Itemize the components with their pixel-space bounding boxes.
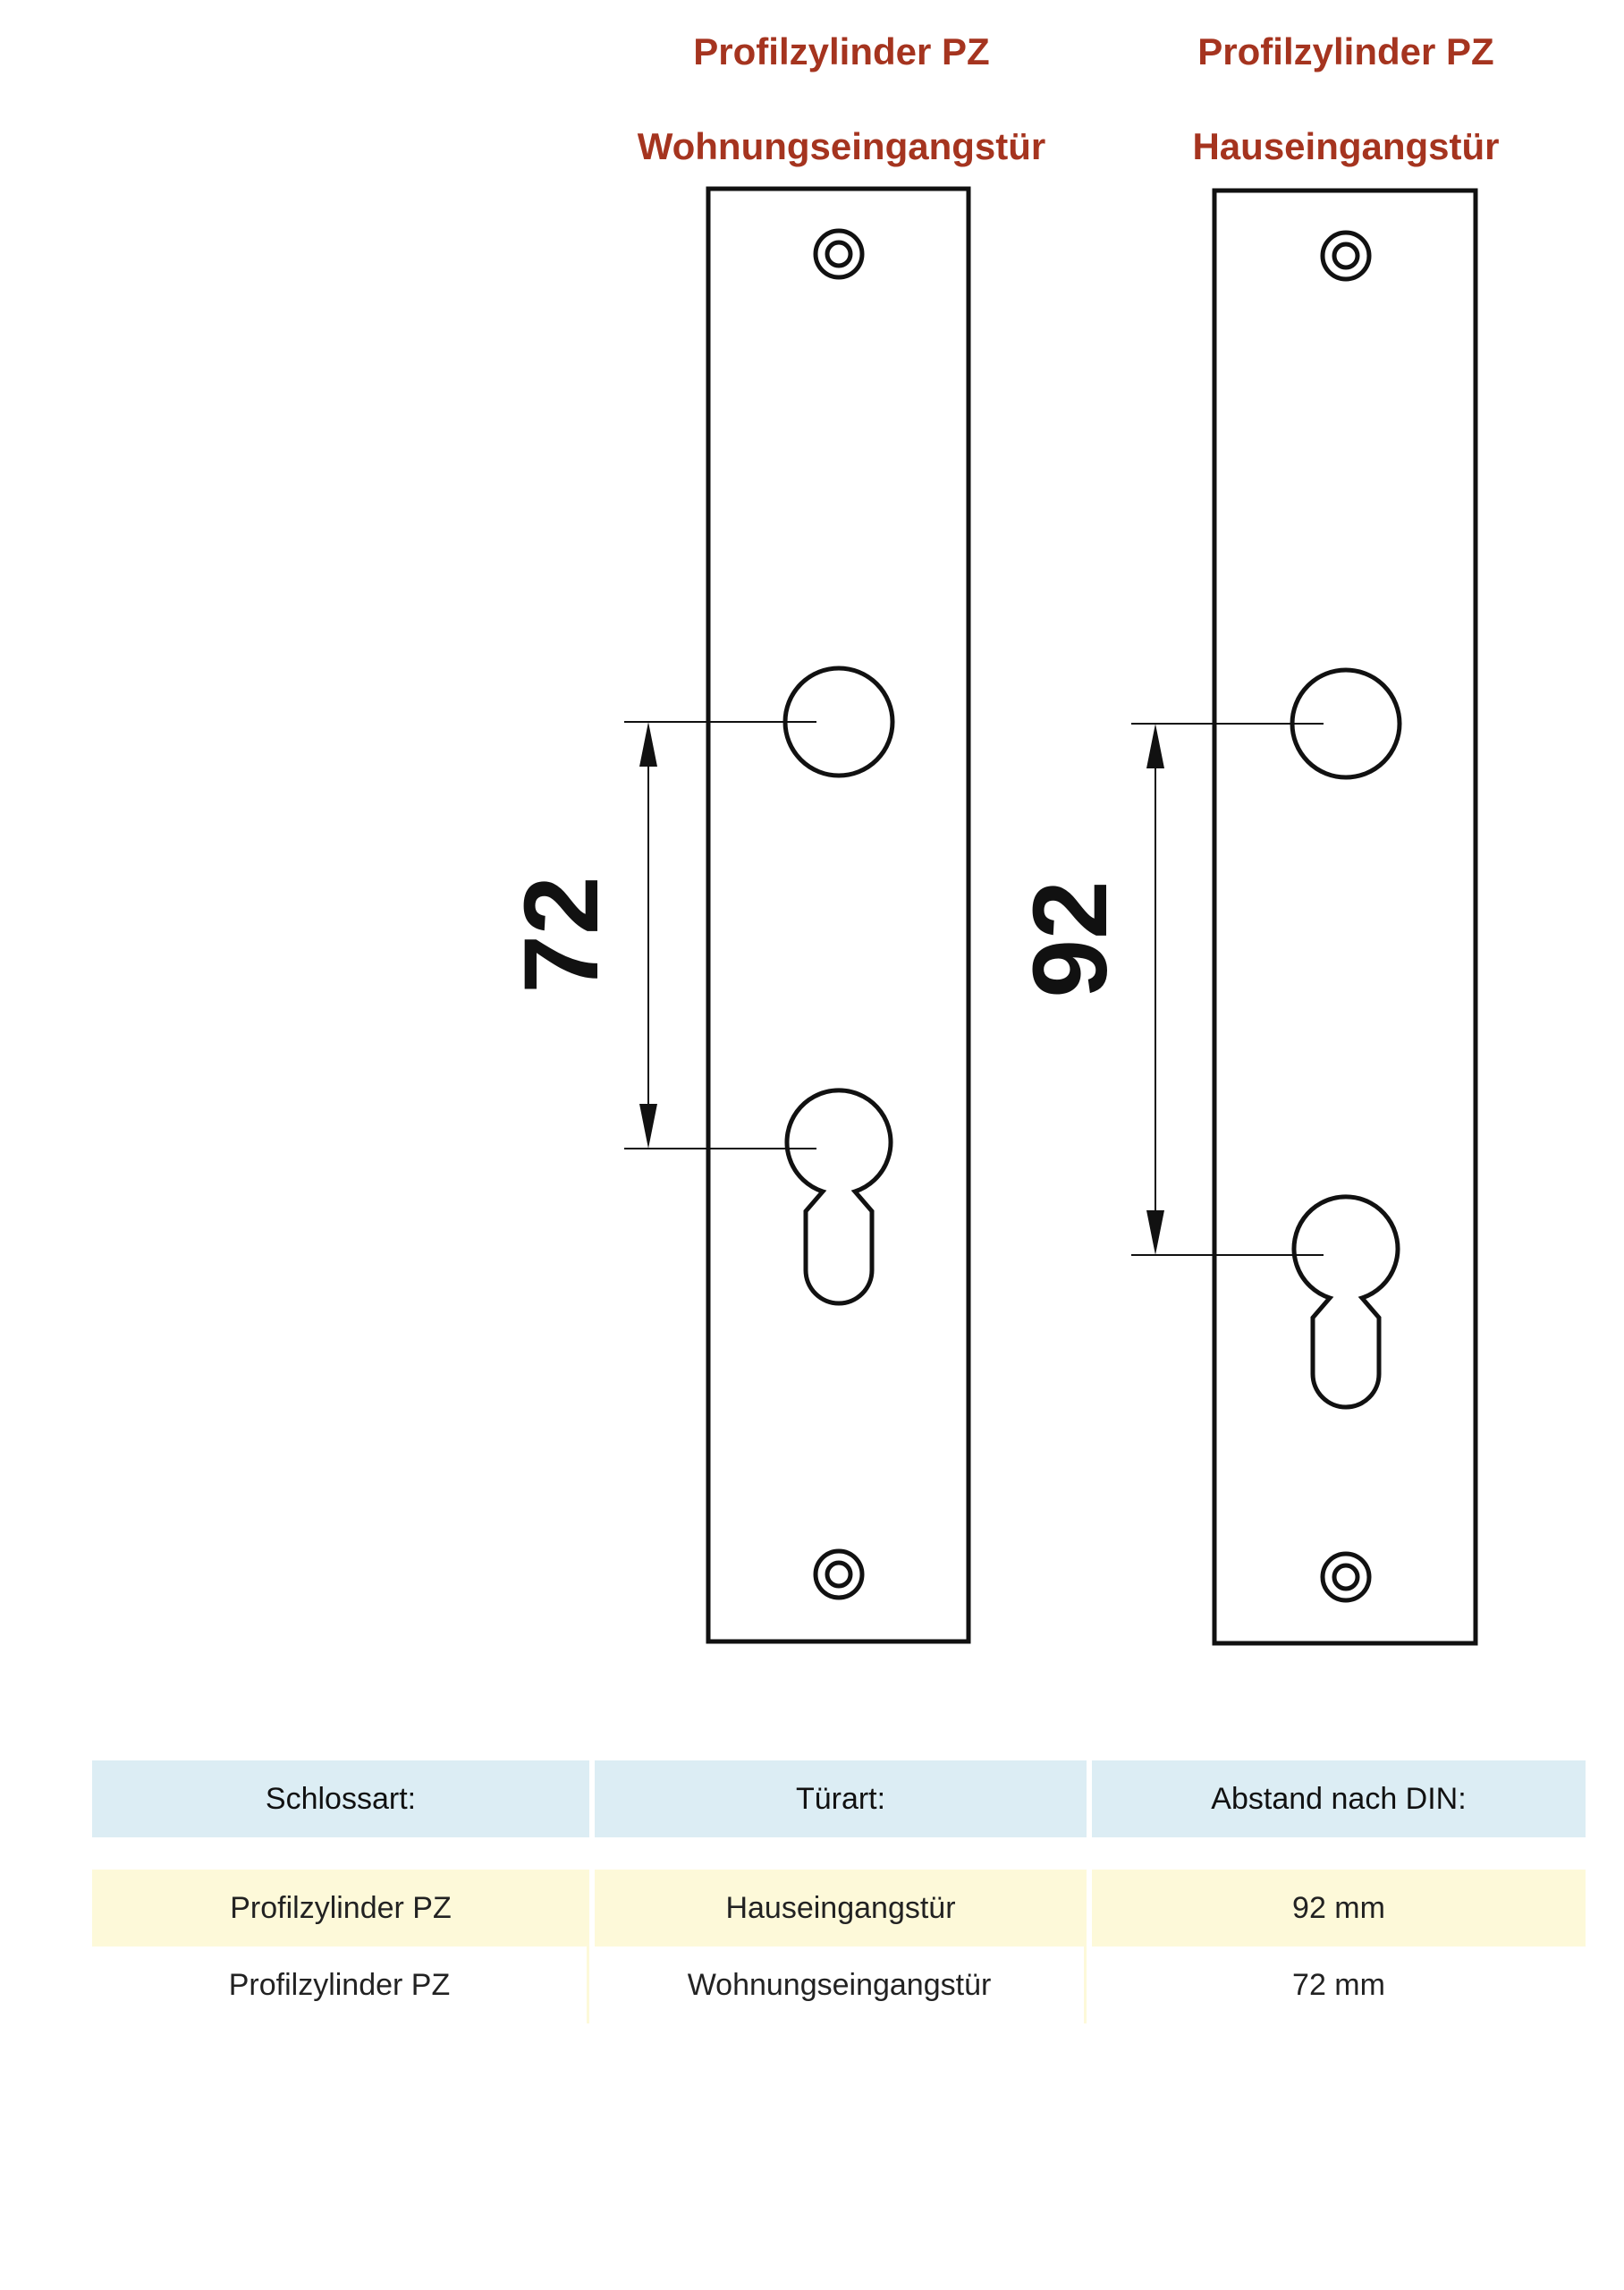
arrow-down-icon xyxy=(639,1104,657,1149)
door-plate-left xyxy=(708,189,968,1641)
arrow-up-icon xyxy=(639,722,657,767)
door-plate-right xyxy=(1214,191,1476,1643)
column-header-abstand: Abstand nach DIN: xyxy=(1092,1760,1586,1837)
plate-title-line1-right: Profilzylinder PZ xyxy=(1197,30,1494,72)
table-cell: Hauseingangstür xyxy=(595,1870,1087,1946)
spec-table xyxy=(92,1760,1586,2023)
plate-title-line2-left: Wohnungseingangstür xyxy=(637,125,1046,167)
table-row xyxy=(92,1946,1586,2023)
plate-group-hauseingangstuer xyxy=(1011,30,1500,1643)
table-cell: 92 mm xyxy=(1092,1870,1586,1946)
plate-title-line1-left: Profilzylinder PZ xyxy=(693,30,990,72)
column-header-tuerart: Türart: xyxy=(595,1760,1087,1837)
table-header-row xyxy=(92,1760,1586,1837)
plate-title-line2-right: Hauseingangstür xyxy=(1192,125,1500,167)
table-cell: 72 mm xyxy=(1092,1946,1586,2023)
arrow-up-icon xyxy=(1146,724,1164,768)
table-cell: Profilzylinder PZ xyxy=(92,1946,589,2023)
table-row xyxy=(92,1870,1586,1946)
distance-label-left: 72 xyxy=(503,876,621,994)
arrow-down-icon xyxy=(1146,1210,1164,1255)
plate-group-wohnungseingangstuer xyxy=(503,30,1045,1641)
distance-label-right: 92 xyxy=(1011,880,1129,998)
column-header-schlossart: Schlossart: xyxy=(92,1760,589,1837)
table-cell: Profilzylinder PZ xyxy=(92,1870,589,1946)
table-cell: Wohnungseingangstür xyxy=(595,1946,1087,2023)
